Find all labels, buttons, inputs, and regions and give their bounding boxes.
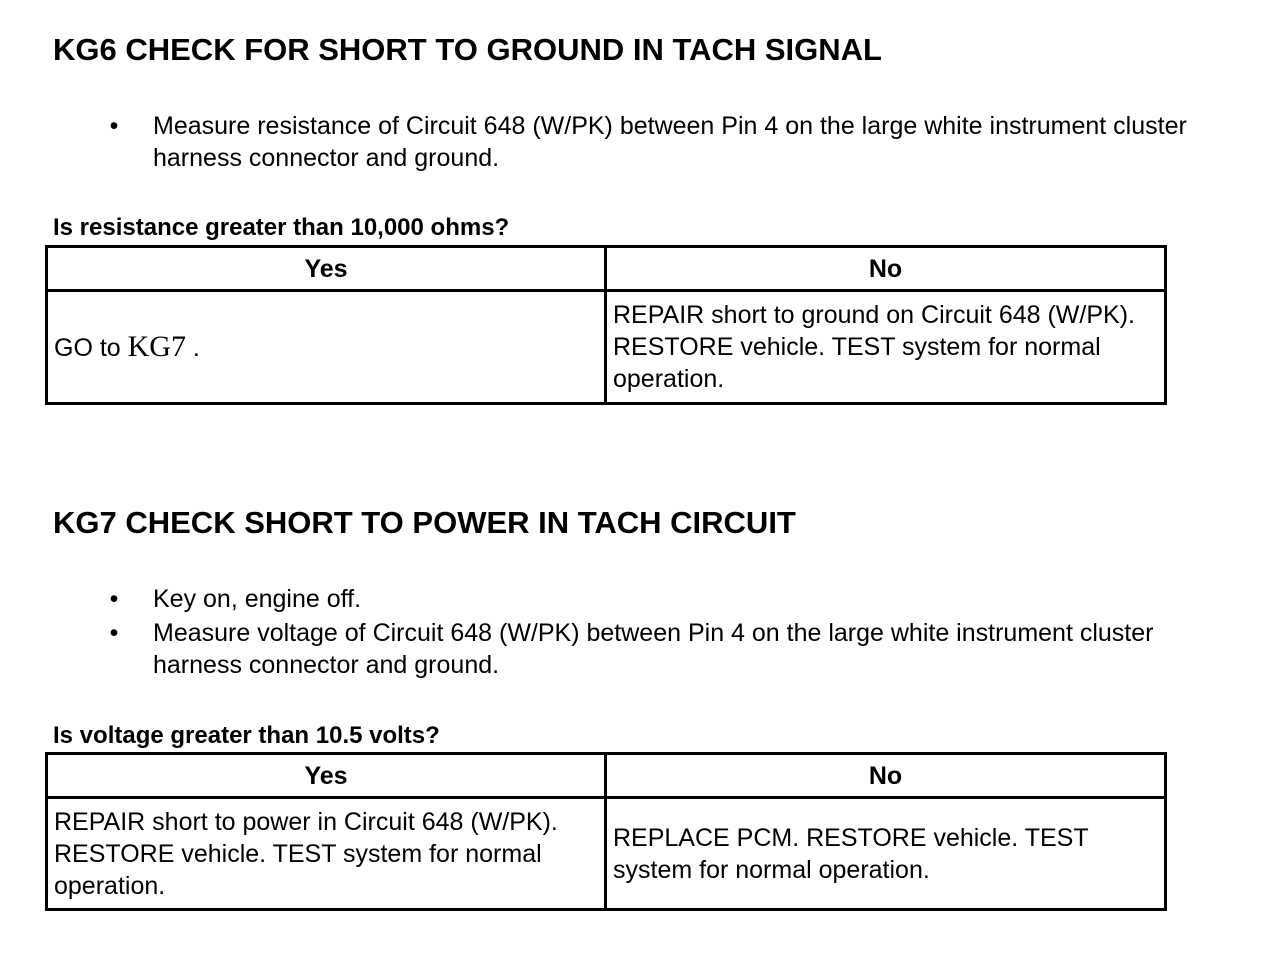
kg7-question: Is voltage greater than 10.5 volts? [53,722,440,749]
table-row [47,798,1166,910]
kg7-bullet-list [0,583,1213,681]
kg6-bullet-list [0,110,1213,174]
bullet-icon: • [109,585,119,613]
yes-header: Yes [47,754,606,798]
no-header: No [606,754,1166,798]
kg6-no-cell: REPAIR short to ground on Circuit 648 (W/PK). RESTORE vehicle. TEST system for normal operation. [606,291,1166,404]
kg6-title: KG6 CHECK FOR SHORT TO GROUND IN TACH SIGNAL [53,32,882,67]
table-header-row [47,247,1166,291]
bullet-icon: • [109,619,119,647]
bullet-icon: • [109,112,119,140]
yes-header: Yes [47,247,606,291]
kg7-bullet-text: Key on, engine off. [153,585,362,613]
list-item [0,617,1183,681]
kg7-no-cell: REPLACE PCM. RESTORE vehicle. TEST system for normal operation. [606,798,1166,910]
list-item [0,110,1213,174]
go-to-suffix: . [185,333,200,362]
list-item [0,583,1213,615]
kg6-yes-cell [47,291,606,404]
kg6-decision-table [45,245,1167,405]
table-header-row [47,754,1166,798]
kg7-bullet-text: Measure voltage of Circuit 648 (W/PK) between Pin 4 on the large white instrument cluster harness connector and ground. [153,619,1154,679]
kg6-question: Is resistance greater than 10,000 ohms? [53,214,510,241]
no-header: No [606,247,1166,291]
kg7-title: KG7 CHECK SHORT TO POWER IN TACH CIRCUIT [53,505,796,540]
kg7-yes-cell: REPAIR short to power in Circuit 648 (W/PK). RESTORE vehicle. TEST system for normal operation. [47,798,606,910]
table-row [47,291,1166,404]
go-to-label: GO to [54,333,128,362]
kg7-link[interactable]: KG7 [127,329,186,363]
kg7-decision-table [45,752,1167,911]
kg6-bullet-text: Measure resistance of Circuit 648 (W/PK) between Pin 4 on the large white instrument cluster harness connector and ground. [153,112,1187,172]
